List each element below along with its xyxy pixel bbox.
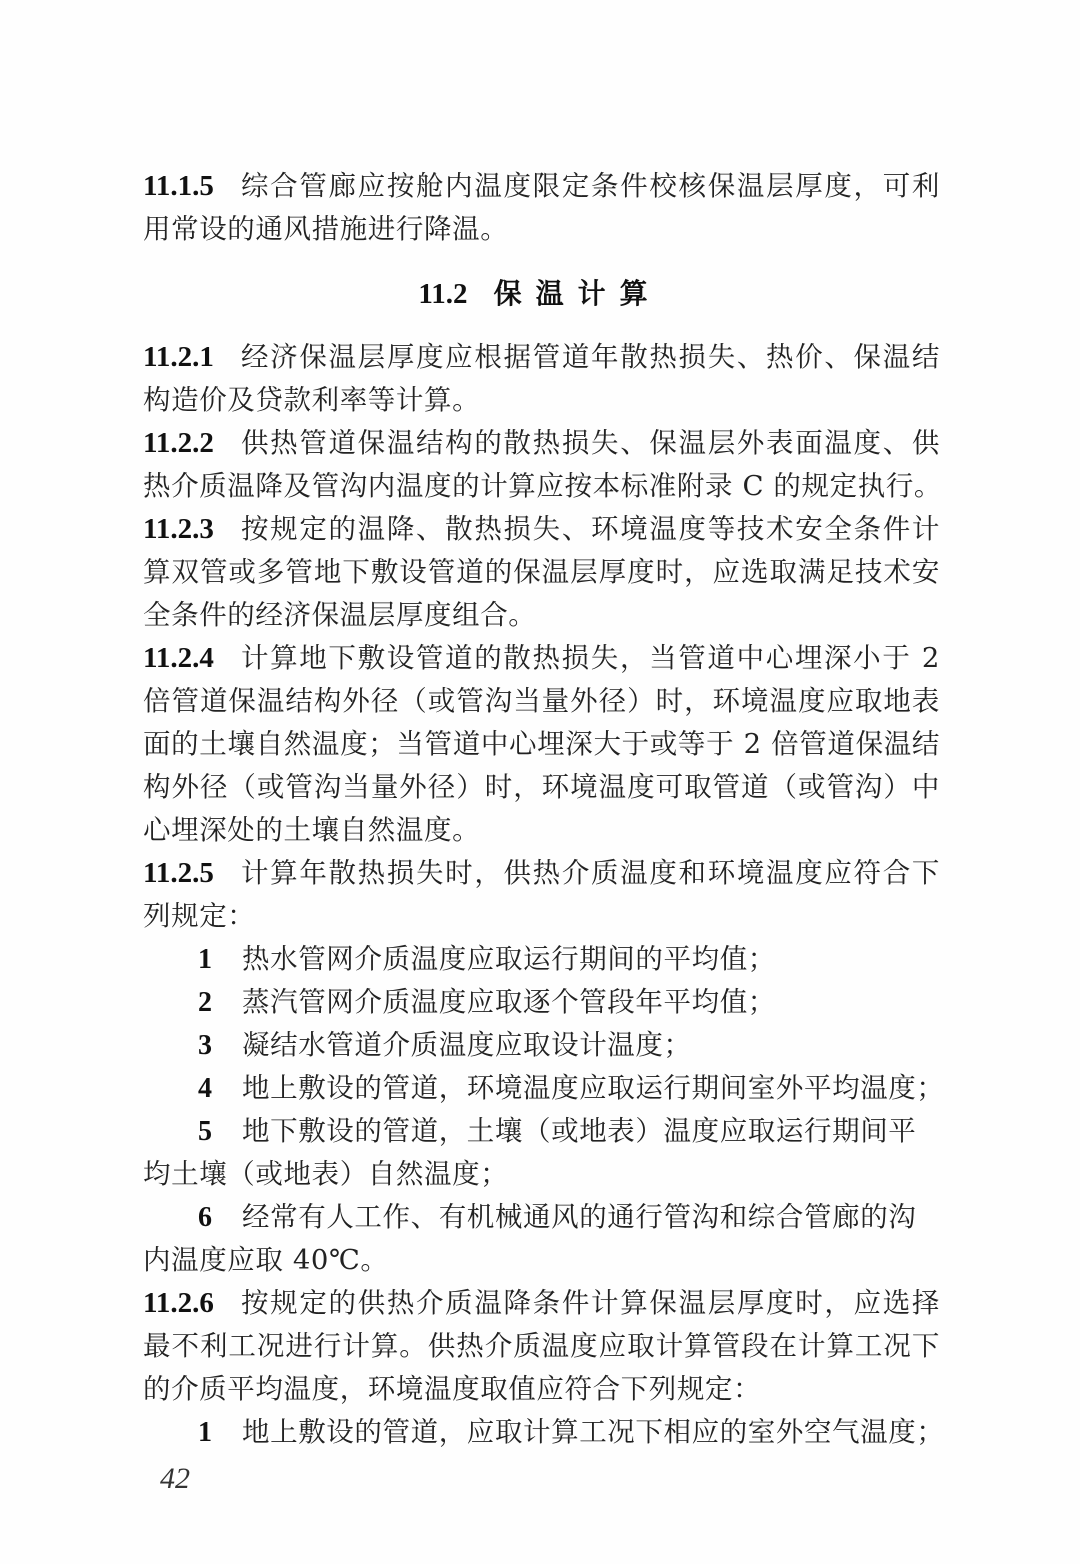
item-number: 3 bbox=[198, 1030, 213, 1061]
section-title: 保温计算 bbox=[493, 277, 662, 310]
clause-11-2-4-line-2: 倍管道保温结构外径（或管沟当量外径）时，环境温度应取地表 bbox=[143, 685, 940, 717]
clause-text: 按规定的供热介质温降条件计算保温层厚度时，应选择 bbox=[239, 1287, 940, 1319]
item-text: 凝结水管道介质温度应取设计温度； bbox=[242, 1029, 692, 1061]
item-text: 蒸汽管网介质温度应取逐个管段年平均值； bbox=[242, 986, 776, 1018]
list-item-2 bbox=[198, 981, 940, 1024]
clause-11-1-5-line-1 bbox=[143, 165, 940, 208]
section-heading bbox=[0, 272, 1080, 316]
list-item-6-continuation: 内温度应取 40℃。 bbox=[143, 1244, 389, 1276]
item-text: 经常有人工作、有机械通风的通行管沟和综合管廊的沟 bbox=[242, 1201, 917, 1233]
clause-11-2-1-line-1 bbox=[143, 336, 940, 379]
item-text: 地下敷设的管道，土壤（或地表）温度应取运行期间平 bbox=[242, 1115, 917, 1147]
clause-text: 按规定的温降、散热损失、环境温度等技术安全条件计 bbox=[239, 513, 940, 545]
clause-11-1-5-line-2: 用常设的通风措施进行降温。 bbox=[143, 213, 509, 245]
clause-11-2-6-line-2: 最不利工况进行计算。供热介质温度应取计算管段在计算工况下 bbox=[143, 1330, 940, 1362]
list-item-6 bbox=[198, 1196, 940, 1239]
clause-11-2-4-line-5: 心埋深处的土壤自然温度。 bbox=[143, 814, 481, 846]
item-number: 2 bbox=[198, 987, 213, 1018]
clause-11-2-4-line-3: 面的土壤自然温度；当管道中心埋深大于或等于 2 倍管道保温结 bbox=[143, 728, 940, 760]
list-item-1 bbox=[198, 1411, 945, 1454]
item-number: 4 bbox=[198, 1073, 213, 1104]
clause-number: 11.2.5 bbox=[143, 857, 214, 889]
clause-11-2-2-line-2: 热介质温降及管沟内温度的计算应按本标准附录 C 的规定执行。 bbox=[143, 470, 943, 502]
list-item-4 bbox=[198, 1067, 945, 1110]
clause-text: 供热管道保温结构的散热损失、保温层外表面温度、供 bbox=[239, 427, 940, 459]
item-text: 热水管网介质温度应取运行期间的平均值； bbox=[242, 943, 776, 975]
list-item-1 bbox=[198, 938, 940, 981]
clause-number: 11.2.4 bbox=[143, 642, 214, 674]
clause-11-2-2-line-1 bbox=[143, 422, 940, 465]
item-number: 6 bbox=[198, 1202, 213, 1233]
clause-11-2-4-line-1 bbox=[143, 637, 940, 680]
item-text: 地上敷设的管道，应取计算工况下相应的室外空气温度； bbox=[242, 1416, 945, 1448]
clause-text: 综合管廊应按舱内温度限定条件校核保温层厚度，可利 bbox=[239, 170, 940, 202]
page-number: 42 bbox=[160, 1462, 190, 1495]
list-item-3 bbox=[198, 1024, 940, 1067]
clause-11-2-3-line-1 bbox=[143, 508, 940, 551]
section-number: 11.2 bbox=[418, 278, 468, 310]
item-number: 1 bbox=[198, 944, 213, 975]
clause-text: 计算年散热损失时，供热介质温度和环境温度应符合下 bbox=[239, 857, 940, 889]
clause-number: 11.2.6 bbox=[143, 1287, 214, 1319]
clause-number: 11.2.2 bbox=[143, 427, 214, 459]
item-number: 5 bbox=[198, 1116, 213, 1147]
clause-number: 11.2.1 bbox=[143, 341, 214, 373]
item-number: 1 bbox=[198, 1417, 213, 1448]
clause-11-2-1-line-2: 构造价及贷款利率等计算。 bbox=[143, 384, 481, 416]
clause-number: 11.2.3 bbox=[143, 513, 214, 545]
clause-text: 计算地下敷设管道的散热损失，当管道中心埋深小于 2 bbox=[239, 642, 940, 674]
list-item-5 bbox=[198, 1110, 940, 1153]
clause-number: 11.1.5 bbox=[143, 170, 214, 202]
item-text: 地上敷设的管道，环境温度应取运行期间室外平均温度； bbox=[242, 1072, 945, 1104]
clause-text: 经济保温层厚度应根据管道年散热损失、热价、保温结 bbox=[239, 341, 940, 373]
clause-11-2-5-line-2: 列规定： bbox=[143, 900, 256, 932]
clause-11-2-3-line-2: 算双管或多管地下敷设管道的保温层厚度时，应选取满足技术安 bbox=[143, 556, 940, 588]
clause-11-2-6-line-1 bbox=[143, 1282, 940, 1325]
clause-11-2-4-line-4: 构外径（或管沟当量外径）时，环境温度可取管道（或管沟）中 bbox=[143, 771, 940, 803]
list-item-5-continuation: 均土壤（或地表）自然温度； bbox=[143, 1158, 509, 1190]
clause-11-2-6-line-3: 的介质平均温度，环境温度取值应符合下列规定： bbox=[143, 1373, 762, 1405]
clause-11-2-5-line-1 bbox=[143, 852, 940, 895]
clause-11-2-3-line-3: 全条件的经济保温层厚度组合。 bbox=[143, 599, 537, 631]
